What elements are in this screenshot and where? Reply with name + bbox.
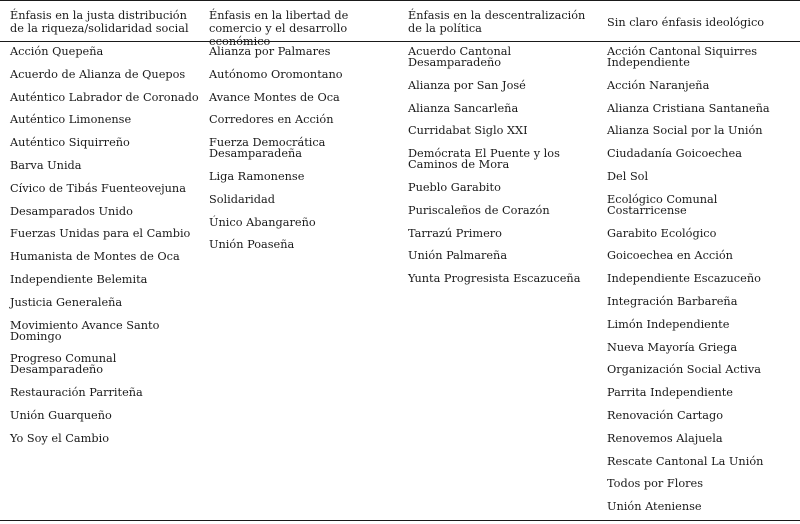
party-name: Renovación Cartago	[607, 408, 724, 422]
party-name: Restauración Parriteña	[10, 386, 143, 400]
party-name: Cívico de Tibás Fuenteovejuna	[10, 181, 186, 195]
party-name: Único Abangareño	[209, 215, 316, 229]
party-name: Acuerdo de Alianza de Quepos	[10, 67, 186, 81]
party-name: Curridabat Siglo XXI	[408, 124, 528, 138]
party-name: Renovemos Alajuela	[607, 431, 723, 445]
party-name: Alianza por San José	[408, 78, 526, 92]
party-name: Yunta Progresista Escazuceña	[408, 272, 581, 286]
column-items	[209, 46, 399, 262]
party-name: Movimiento Avance Santo Domingo	[10, 318, 160, 343]
party-name: Nueva Mayoría Griega	[607, 340, 738, 354]
table-header-rule	[0, 41, 800, 42]
party-name: Auténtico Limonense	[10, 113, 132, 127]
party-name: Acción Cantonal Siquirres Independiente	[607, 45, 758, 69]
party-name: Progreso Comunal Desamparadeño	[10, 352, 117, 377]
party-name: Independiente Belemita	[10, 272, 148, 286]
column-items	[607, 46, 799, 524]
party-name: Desamparados Unido	[10, 204, 133, 218]
party-name: Avance Montes de Oca	[209, 90, 340, 104]
party-name: Acción Naranjeña	[607, 78, 710, 92]
party-name: Tarrazú Primero	[408, 226, 502, 240]
party-name: Fuerza Democrática Desamparadeña	[209, 136, 326, 161]
party-name: Garabito Ecológico	[607, 226, 717, 240]
party-name: Organización Social Activa	[607, 363, 761, 377]
party-name: Auténtico Siquirreño	[10, 136, 130, 150]
party-name: Yo Soy el Cambio	[10, 431, 110, 445]
party-name: Acuerdo Cantonal Desamparadeño	[408, 45, 512, 69]
column-header: Énfasis en la justa distribución de la riqueza/solidaridad social	[10, 9, 189, 35]
party-name: Alianza Social por la Unión	[607, 124, 763, 138]
column-header: Énfasis en la libertad de comercio y el desarrollo económico	[209, 9, 349, 48]
party-name: Corredores en Acción	[209, 113, 334, 127]
party-name: Rescate Cantonal La Unión	[607, 454, 764, 468]
column-header: Sin claro énfasis ideológico	[607, 16, 765, 29]
party-name: Barva Unida	[10, 158, 82, 172]
party-name: Todos por Flores	[607, 477, 704, 491]
party-name: Ciudadanía Goicoechea	[607, 147, 742, 161]
party-name: Liga Ramonense	[209, 169, 305, 183]
party-name: Unión Palmareña	[408, 249, 508, 263]
party-name: Del Sol	[607, 169, 649, 183]
party-name: Goicoechea en Acción	[607, 249, 733, 263]
party-name: Fuerzas Unidas para el Cambio	[10, 227, 191, 241]
column-header: Énfasis en la descentralización de la política	[408, 9, 586, 35]
party-name: Autónomo Oromontano	[209, 67, 343, 81]
party-name: Independiente Escazuceño	[607, 272, 761, 286]
party-name: Alianza Cristiana Santaneña	[607, 101, 770, 115]
party-name: Integración Barbareña	[607, 294, 738, 308]
party-name: Alianza por Palmares	[209, 45, 331, 58]
party-name: Puriscaleños de Corazón	[408, 203, 550, 217]
party-name: Alianza Sancarleña	[408, 101, 519, 115]
party-name: Humanista de Montes de Oca	[10, 250, 180, 264]
party-name: Demócrata El Puente y los Caminos de Mora	[408, 147, 560, 172]
party-name: Pueblo Garabito	[408, 180, 501, 194]
party-name: Auténtico Labrador de Coronado	[10, 90, 199, 104]
party-name: Ecológico Comunal Costarricense	[607, 192, 718, 217]
party-name: Justicia Generaleña	[10, 295, 123, 309]
party-name: Unión Ateniense	[607, 500, 702, 514]
party-name: Unión Guarqueño	[10, 408, 112, 422]
party-name: Unión Poaseña	[209, 238, 295, 252]
party-name: Solidaridad	[209, 192, 275, 206]
table-top-rule	[0, 0, 800, 1]
column-items	[408, 46, 600, 296]
column-items	[10, 46, 200, 456]
party-name: Parrita Independiente	[607, 386, 733, 400]
party-name: Acción Quepeña	[10, 45, 104, 58]
party-name: Limón Independiente	[607, 317, 730, 331]
